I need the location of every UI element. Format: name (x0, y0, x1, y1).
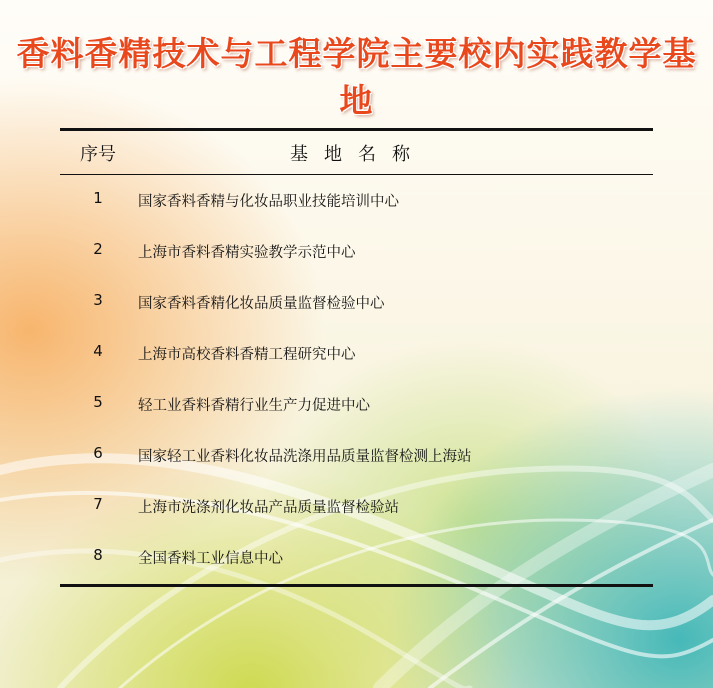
table-top-rule (60, 128, 653, 131)
table-header-rule (60, 174, 653, 175)
row-name: 国家香料香精与化妆品职业技能培训中心 (138, 194, 399, 210)
row-number: 5 (93, 393, 103, 411)
row-name: 国家香料香精化妆品质量监督检验中心 (138, 296, 385, 312)
row-number: 8 (93, 546, 103, 564)
row-name: 国家轻工业香料化妆品洗涤用品质量监督检测上海站 (138, 449, 472, 465)
row-name: 全国香料工业信息中心 (138, 551, 283, 567)
row-number: 7 (93, 495, 103, 513)
row-name: 上海市香料香精实验教学示范中心 (138, 245, 356, 261)
table-row (0, 291, 713, 317)
table-row (0, 444, 713, 470)
table-row (0, 546, 713, 572)
column-header-name: 基地名称 (290, 144, 426, 165)
row-number: 6 (93, 444, 103, 462)
row-name: 上海市高校香料香精工程研究中心 (138, 347, 356, 363)
row-number: 2 (93, 240, 103, 258)
table-bottom-rule (60, 584, 653, 587)
row-number: 1 (93, 189, 103, 207)
table-row (0, 495, 713, 521)
page-title: 香料香精技术与工程学院主要校内实践教学基地 (16, 34, 697, 120)
column-header-number: 序号 (80, 144, 116, 165)
table-row (0, 393, 713, 419)
row-number: 3 (93, 291, 103, 309)
row-name: 上海市洗涤剂化妆品产品质量监督检验站 (138, 500, 399, 516)
row-name: 轻工业香料香精行业生产力促进中心 (138, 398, 370, 414)
row-number: 4 (93, 342, 103, 360)
table-row (0, 342, 713, 368)
table-row (0, 189, 713, 215)
table-row (0, 240, 713, 266)
